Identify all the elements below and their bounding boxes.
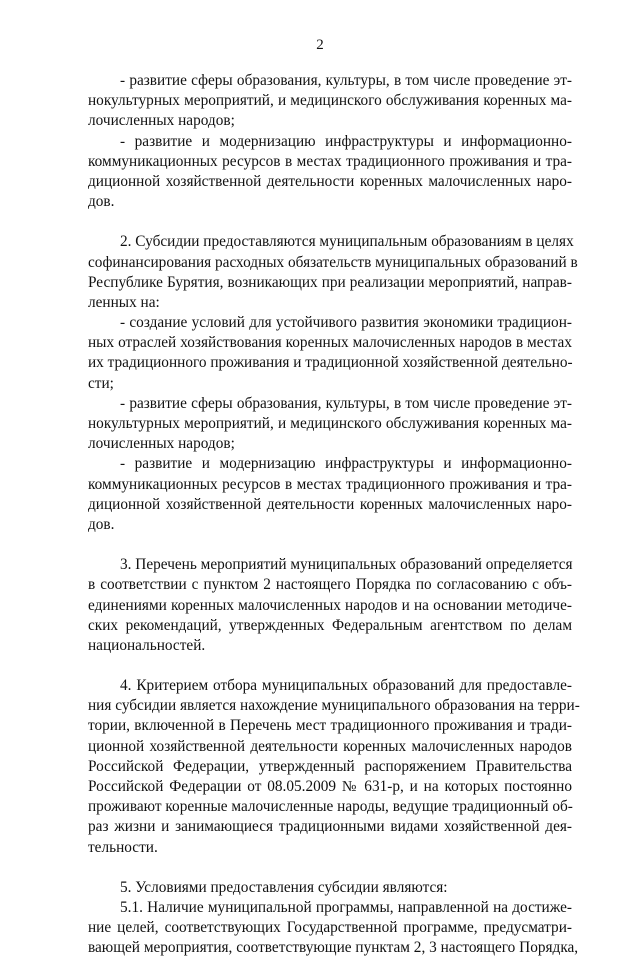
text-line: проживают коренные малочисленные народы, ведущие традиционный об-	[88, 798, 573, 816]
text-line: тельности.	[88, 838, 158, 856]
text-line: ных отраслей хозяйствования коренных малочисленных народов в местах	[88, 334, 572, 352]
text-line: ния субсидии является нахождение муниципального образования на терри-	[88, 697, 580, 715]
document-section	[88, 71, 572, 212]
text-line: сти;	[88, 374, 114, 392]
document-section	[88, 878, 579, 959]
page-number: 2	[316, 37, 324, 53]
text-line: 5. Условиями предоставления субсидии являются:	[120, 878, 448, 896]
document-section	[88, 232, 578, 535]
text-line: ских рекомендаций, утвержденных Федеральным агентством по делам	[88, 616, 572, 634]
text-line: диционной хозяйственной деятельности коренных малочисленных наро-	[88, 172, 572, 190]
document-section	[88, 555, 572, 656]
text-line: ние целей, соответствующих Государственной программе, предусматри-	[88, 919, 572, 937]
text-line: лочисленных народов;	[88, 435, 235, 453]
text-line: 4. Критерием отбора муниципальных образований для предоставле-	[120, 677, 572, 695]
text-line: Российской Федерации от 08.05.2009 № 631-р, и на которых постоянно	[88, 778, 572, 795]
document-section	[88, 676, 580, 858]
text-line: дов.	[88, 193, 115, 211]
text-line: лочисленных народов;	[88, 112, 235, 130]
text-line: диционной хозяйственной деятельности коренных малочисленных наро-	[88, 495, 572, 513]
text-line: 3. Перечень мероприятий муниципальных образований определяется	[120, 556, 573, 574]
text-line: вающей мероприятия, соответствующие пунктам 2, 3 настоящего Порядка,	[88, 939, 579, 957]
text-line: нокультурных мероприятий, и медицинского обслуживания коренных ма-	[88, 92, 572, 110]
text-line: национальностей.	[88, 636, 206, 654]
text-line: - развитие и модернизацию инфраструктуры и информационно-	[120, 455, 572, 473]
text-line: коммуникационных ресурсов в местах традиционного проживания и тра-	[88, 152, 572, 170]
document-body	[88, 71, 580, 959]
text-line: Российской Федерации, утвержденный распоряжением Правительства	[88, 757, 572, 775]
text-line: единениями коренных малочисленных народов и на основании методиче-	[88, 596, 572, 614]
text-line: в соответствии с пунктом 2 настоящего Порядка по согласованию с объ-	[88, 576, 572, 594]
text-line: раз жизни и занимающиеся традиционными видами хозяйственной дея-	[88, 818, 572, 836]
text-line: 2. Субсидии предоставляются муниципальным образованиям в целях	[120, 233, 574, 251]
text-line: - создание условий для устойчивого развития экономики традицион-	[120, 314, 572, 332]
text-line: тории, включенной в Перечень мест традиционного проживания и тради-	[88, 717, 572, 735]
text-line: - развитие сферы образования, культуры, в том числе проведение эт-	[120, 72, 572, 89]
text-line: 5.1. Наличие муниципальной программы, направленной на достиже-	[120, 898, 572, 916]
text-line: ционной хозяйственной деятельности коренных малочисленных народов	[88, 737, 572, 755]
text-line: - развитие сферы образования, культуры, в том числе проведение эт-	[120, 394, 572, 412]
text-line: софинансирования расходных обязательств муниципальных образований в	[88, 253, 578, 271]
text-line: Республике Бурятия, возникающих при реализации мероприятий, направ-	[88, 273, 572, 291]
text-line: коммуникационных ресурсов в местах традиционного проживания и тра-	[88, 475, 572, 493]
text-line: нокультурных мероприятий, и медицинского обслуживания коренных ма-	[88, 415, 572, 432]
text-line: - развитие и модернизацию инфраструктуры и информационно-	[120, 132, 572, 150]
text-line: их традиционного проживания и традиционной хозяйственной деятельно-	[88, 354, 573, 372]
text-line: дов.	[88, 515, 115, 533]
text-line: ленных на:	[88, 293, 160, 311]
